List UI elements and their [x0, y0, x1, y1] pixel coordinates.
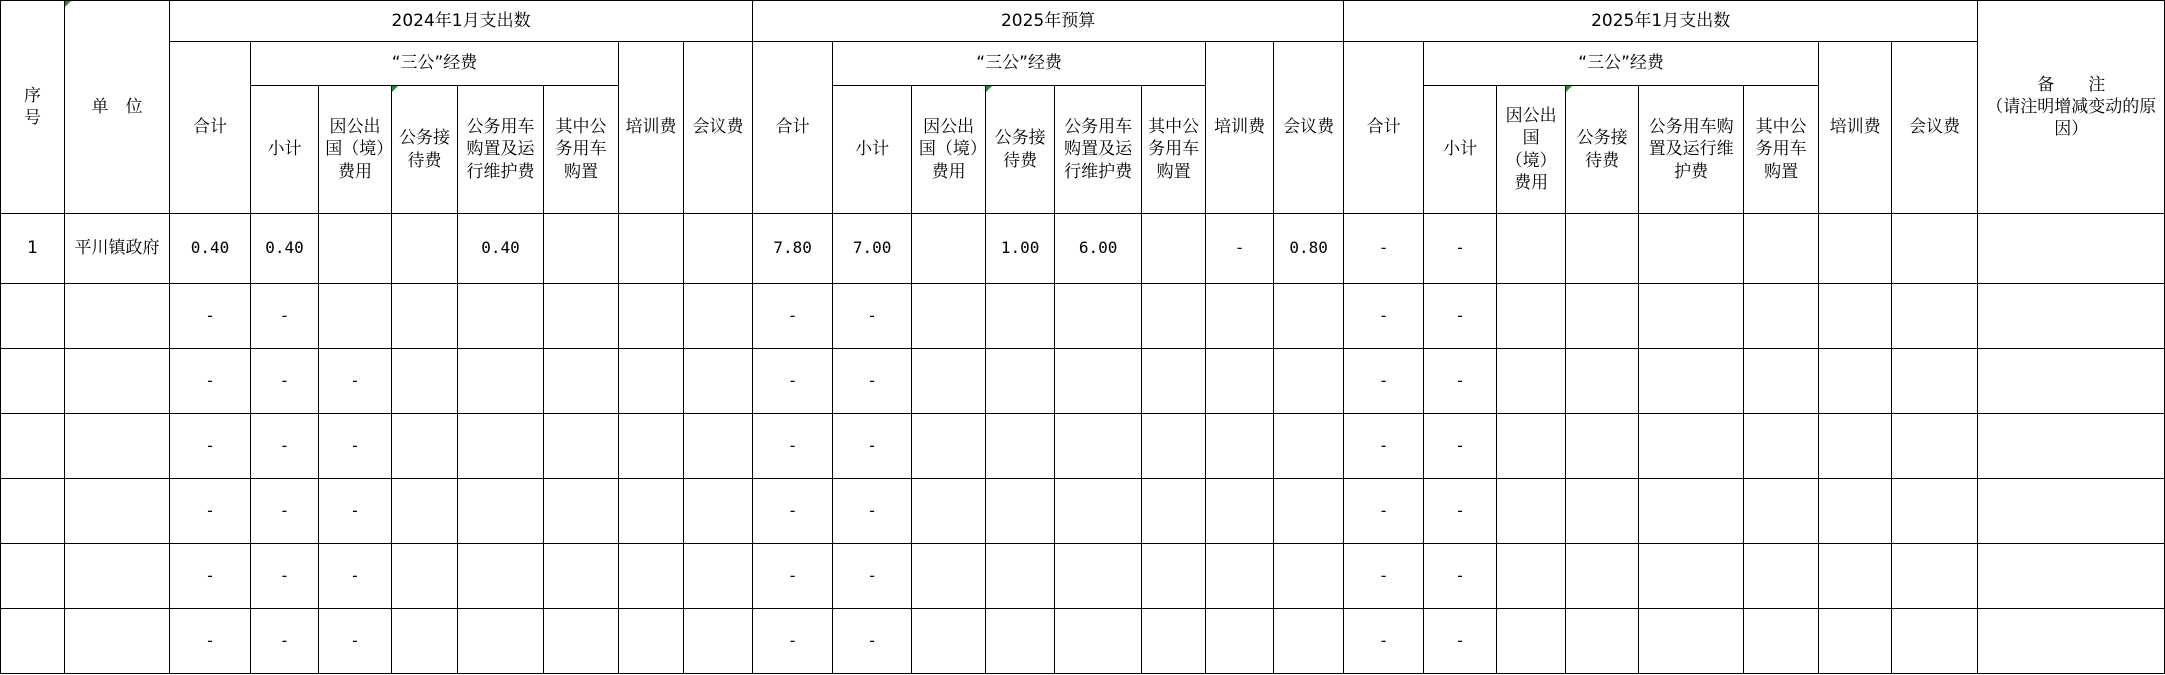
header-2025budget-vehicle-purchase[interactable]: 其中公务用车购置 — [1142, 86, 1206, 214]
table-row — [1, 284, 2165, 349]
cell-2025jan-total[interactable]: - — [1344, 214, 1424, 284]
cell-remark[interactable] — [1978, 479, 2165, 544]
header-2025budget-training[interactable]: 培训费 — [1206, 42, 1274, 214]
header-2025jan-abroad[interactable]: 因公出国（境）费用 — [1497, 86, 1566, 214]
cell-2025budget-vehicle-purchase[interactable] — [1142, 349, 1206, 414]
cell-2025jan-total[interactable]: - — [1344, 479, 1424, 544]
cell-2024jan-vehicle[interactable] — [458, 414, 544, 479]
header-2024jan-subtotal[interactable]: 小计 — [251, 86, 319, 214]
cell-remark[interactable] — [1978, 544, 2165, 609]
cell-unit[interactable] — [65, 479, 170, 544]
cell-2024jan-meeting[interactable] — [684, 479, 753, 544]
cell-2025budget-subtotal[interactable]: - — [833, 479, 912, 544]
cell-2024jan-meeting[interactable] — [684, 414, 753, 479]
cell-remark[interactable] — [1978, 609, 2165, 674]
cell-2025budget-total[interactable]: 7.80 — [753, 214, 833, 284]
cell-2025budget-vehicle[interactable] — [1055, 479, 1142, 544]
cell-2025budget-abroad[interactable] — [912, 214, 986, 284]
cell-seq[interactable] — [1, 609, 65, 674]
cell-2025budget-subtotal[interactable]: 7.00 — [833, 214, 912, 284]
cell-2025jan-abroad[interactable] — [1497, 414, 1566, 479]
cell-2025budget-training[interactable] — [1206, 284, 1274, 349]
cell-2025jan-total[interactable]: - — [1344, 349, 1424, 414]
cell-2024jan-meeting[interactable] — [684, 544, 753, 609]
cell-2024jan-reception[interactable] — [392, 214, 458, 284]
cell-2024jan-abroad[interactable] — [319, 214, 392, 284]
cell-2025budget-abroad[interactable] — [912, 609, 986, 674]
cell-2025budget-meeting[interactable] — [1274, 479, 1344, 544]
table-row — [1, 349, 2165, 414]
cell-2024jan-abroad[interactable]: - — [319, 609, 392, 674]
cell-2024jan-subtotal[interactable]: - — [251, 609, 319, 674]
cell-2025budget-abroad[interactable] — [912, 479, 986, 544]
header-2025jan-total[interactable]: 合计 — [1344, 42, 1424, 214]
cell-2025budget-meeting[interactable]: 0.80 — [1274, 214, 1344, 284]
cell-2025jan-meeting[interactable] — [1892, 544, 1978, 609]
cell-2025jan-reception[interactable] — [1566, 349, 1639, 414]
cell-2025jan-vehicle-purchase[interactable] — [1744, 349, 1819, 414]
cell-unit[interactable] — [65, 349, 170, 414]
cell-2024jan-subtotal[interactable]: - — [251, 479, 319, 544]
header-row — [1, 42, 2165, 86]
cell-2024jan-training[interactable] — [619, 284, 684, 349]
cell-2025jan-abroad[interactable] — [1497, 214, 1566, 284]
header-2025budget-abroad[interactable]: 因公出国（境）费用 — [912, 86, 986, 214]
cell-2025budget-reception[interactable] — [986, 349, 1055, 414]
cell-2025jan-total[interactable]: - — [1344, 414, 1424, 479]
cell-2024jan-training[interactable] — [619, 479, 684, 544]
header-2025jan-training[interactable]: 培训费 — [1819, 42, 1892, 214]
cell-2025budget-training[interactable] — [1206, 349, 1274, 414]
cell-2024jan-subtotal[interactable]: - — [251, 544, 319, 609]
cell-2025budget-reception[interactable] — [986, 284, 1055, 349]
cell-2024jan-vehicle[interactable] — [458, 609, 544, 674]
header-2025jan-sangong[interactable]: “三公”经费 — [1424, 42, 1819, 86]
cell-2025budget-training[interactable] — [1206, 609, 1274, 674]
cell-2025jan-meeting[interactable] — [1892, 479, 1978, 544]
cell-2024jan-total[interactable]: - — [170, 284, 251, 349]
cell-remark[interactable] — [1978, 284, 2165, 349]
cell-2024jan-training[interactable] — [619, 349, 684, 414]
cell-2025budget-abroad[interactable] — [912, 414, 986, 479]
cell-2024jan-vehicle[interactable] — [458, 284, 544, 349]
cell-2025budget-training[interactable] — [1206, 479, 1274, 544]
cell-2024jan-reception[interactable] — [392, 544, 458, 609]
cell-2025jan-abroad[interactable] — [1497, 609, 1566, 674]
cell-2025budget-meeting[interactable] — [1274, 349, 1344, 414]
cell-2025jan-training[interactable] — [1819, 544, 1892, 609]
cell-2024jan-vehicle[interactable] — [458, 544, 544, 609]
group-header-2024-jan-spending[interactable]: 2024年1月支出数 — [170, 1, 753, 42]
cell-2025budget-reception[interactable]: 1.00 — [986, 214, 1055, 284]
cell-2024jan-total[interactable]: - — [170, 479, 251, 544]
cell-2024jan-abroad[interactable] — [319, 284, 392, 349]
cell-2025jan-training[interactable] — [1819, 284, 1892, 349]
cell-2025jan-meeting[interactable] — [1892, 349, 1978, 414]
header-unit[interactable] — [65, 1, 170, 214]
cell-2025budget-meeting[interactable] — [1274, 284, 1344, 349]
cell-2025jan-subtotal[interactable]: - — [1424, 349, 1497, 414]
cell-2024jan-meeting[interactable] — [684, 349, 753, 414]
cell-2025budget-total[interactable]: - — [753, 349, 833, 414]
header-2024jan-meeting[interactable]: 会议费 — [684, 42, 753, 214]
cell-2025jan-meeting[interactable] — [1892, 609, 1978, 674]
header-2024jan-total[interactable]: 合计 — [170, 42, 251, 214]
cell-2025jan-vehicle-purchase[interactable] — [1744, 284, 1819, 349]
table-row — [1, 479, 2165, 544]
cell-2025budget-reception[interactable] — [986, 544, 1055, 609]
header-unit-label: 单 位 — [91, 96, 143, 117]
header-2025jan-reception[interactable] — [1566, 86, 1639, 214]
cell-2025jan-subtotal[interactable]: - — [1424, 544, 1497, 609]
cell-2024jan-subtotal[interactable]: - — [251, 284, 319, 349]
cell-2024jan-vehicle[interactable]: 0.40 — [458, 214, 544, 284]
cell-2025jan-training[interactable] — [1819, 414, 1892, 479]
cell-2024jan-subtotal[interactable]: - — [251, 414, 319, 479]
cell-2025budget-subtotal[interactable]: - — [833, 349, 912, 414]
cell-2025jan-vehicle[interactable] — [1639, 214, 1744, 284]
cell-2024jan-vehicle-purchase[interactable] — [544, 284, 619, 349]
header-2025jan-reception-label: 公务接待费 — [1576, 128, 1628, 171]
cell-unit[interactable] — [65, 544, 170, 609]
cell-2025jan-vehicle[interactable] — [1639, 609, 1744, 674]
cell-2025budget-vehicle[interactable] — [1055, 349, 1142, 414]
cell-2024jan-vehicle-purchase[interactable] — [544, 544, 619, 609]
cell-remark[interactable] — [1978, 214, 2165, 284]
cell-2024jan-total[interactable]: - — [170, 349, 251, 414]
cell-seq[interactable] — [1, 479, 65, 544]
cell-2025jan-training[interactable] — [1819, 349, 1892, 414]
cell-unit[interactable] — [65, 284, 170, 349]
header-2025jan-meeting[interactable]: 会议费 — [1892, 42, 1978, 214]
cell-2024jan-training[interactable] — [619, 414, 684, 479]
cell-2025jan-meeting[interactable] — [1892, 414, 1978, 479]
cell-2025budget-abroad[interactable] — [912, 349, 986, 414]
cell-2024jan-training[interactable] — [619, 609, 684, 674]
error-indicator-icon — [65, 1, 71, 7]
cell-2025budget-training[interactable]: - — [1206, 214, 1274, 284]
cell-2025jan-reception[interactable] — [1566, 609, 1639, 674]
cell-2025jan-subtotal[interactable]: - — [1424, 214, 1497, 284]
cell-seq[interactable] — [1, 414, 65, 479]
header-2025budget-sangong[interactable]: “三公”经费 — [833, 42, 1206, 86]
cell-seq[interactable] — [1, 349, 65, 414]
cell-2024jan-reception[interactable] — [392, 479, 458, 544]
table-row — [1, 544, 2165, 609]
cell-2024jan-total[interactable]: 0.40 — [170, 214, 251, 284]
cell-seq[interactable]: 1 — [1, 214, 65, 284]
cell-2025jan-vehicle-purchase[interactable] — [1744, 414, 1819, 479]
cell-2025jan-reception[interactable] — [1566, 214, 1639, 284]
header-2025budget-reception[interactable] — [986, 86, 1055, 214]
cell-remark[interactable] — [1978, 349, 2165, 414]
cell-2025budget-meeting[interactable] — [1274, 609, 1344, 674]
cell-2024jan-total[interactable]: - — [170, 609, 251, 674]
cell-seq[interactable] — [1, 284, 65, 349]
cell-2025jan-subtotal[interactable]: - — [1424, 479, 1497, 544]
header-2024jan-sangong[interactable]: “三公”经费 — [251, 42, 619, 86]
cell-2025jan-vehicle-purchase[interactable] — [1744, 214, 1819, 284]
remarks-label: 备 注 — [2037, 74, 2106, 95]
cell-2025budget-reception[interactable] — [986, 414, 1055, 479]
header-2025jan-vehicle-purchase[interactable]: 其中公务用车购置 — [1744, 86, 1819, 214]
header-2024jan-training[interactable]: 培训费 — [619, 42, 684, 214]
cell-2025budget-subtotal[interactable]: - — [833, 284, 912, 349]
header-2025budget-meeting[interactable]: 会议费 — [1274, 42, 1344, 214]
cell-2025jan-vehicle[interactable] — [1639, 284, 1744, 349]
cell-2024jan-vehicle-purchase[interactable] — [544, 414, 619, 479]
cell-2025jan-meeting[interactable] — [1892, 284, 1978, 349]
cell-2025jan-vehicle[interactable] — [1639, 544, 1744, 609]
header-2025budget-vehicle[interactable]: 公务用车购置及运行维护费 — [1055, 86, 1142, 214]
cell-2024jan-meeting[interactable] — [684, 284, 753, 349]
cell-2024jan-abroad[interactable]: - — [319, 544, 392, 609]
cell-2024jan-training[interactable] — [619, 544, 684, 609]
cell-2024jan-vehicle[interactable] — [458, 349, 544, 414]
cell-2025jan-reception[interactable] — [1566, 479, 1639, 544]
cell-2025jan-abroad[interactable] — [1497, 479, 1566, 544]
table-row — [1, 609, 2165, 674]
cell-2025budget-subtotal[interactable]: - — [833, 609, 912, 674]
cell-2024jan-abroad[interactable]: - — [319, 479, 392, 544]
cell-2025budget-abroad[interactable] — [912, 284, 986, 349]
header-2025budget-reception-label: 公务接待费 — [994, 128, 1046, 171]
cell-2025budget-meeting[interactable] — [1274, 544, 1344, 609]
cell-2025budget-reception[interactable] — [986, 609, 1055, 674]
cell-2024jan-meeting[interactable] — [684, 609, 753, 674]
error-indicator-icon — [392, 86, 398, 92]
cell-2024jan-vehicle[interactable] — [458, 479, 544, 544]
cell-2025budget-reception[interactable] — [986, 479, 1055, 544]
cell-2025budget-vehicle[interactable] — [1055, 284, 1142, 349]
cell-2025jan-total[interactable]: - — [1344, 544, 1424, 609]
header-2025budget-total[interactable]: 合计 — [753, 42, 833, 214]
header-2025jan-subtotal[interactable]: 小计 — [1424, 86, 1497, 214]
cell-2025jan-abroad[interactable] — [1497, 544, 1566, 609]
cell-2025jan-vehicle-purchase[interactable] — [1744, 544, 1819, 609]
cell-2025budget-training[interactable] — [1206, 544, 1274, 609]
cell-2025budget-total[interactable]: - — [753, 284, 833, 349]
remarks-note: （请注明增减变动的原因） — [1986, 96, 2157, 140]
table-row — [1, 414, 2165, 479]
cell-2024jan-reception[interactable] — [392, 349, 458, 414]
header-2024jan-reception-label: 公务接待费 — [399, 128, 450, 171]
cell-2025jan-total[interactable]: - — [1344, 284, 1424, 349]
header-2025budget-subtotal[interactable]: 小计 — [833, 86, 912, 214]
table-row — [1, 214, 2165, 284]
cell-2025budget-vehicle[interactable]: 6.00 — [1055, 214, 1142, 284]
cell-2025jan-total[interactable]: - — [1344, 609, 1424, 674]
cell-2025jan-reception[interactable] — [1566, 414, 1639, 479]
cell-2025budget-vehicle-purchase[interactable] — [1142, 609, 1206, 674]
cell-2025budget-vehicle-purchase[interactable] — [1142, 414, 1206, 479]
cell-2025jan-vehicle-purchase[interactable] — [1744, 479, 1819, 544]
cell-2025budget-abroad[interactable] — [912, 544, 986, 609]
cell-2024jan-vehicle-purchase[interactable] — [544, 349, 619, 414]
cell-2024jan-reception[interactable] — [392, 414, 458, 479]
header-remarks[interactable] — [1978, 1, 2165, 214]
cell-2024jan-vehicle-purchase[interactable] — [544, 609, 619, 674]
cell-seq[interactable] — [1, 544, 65, 609]
cell-unit[interactable] — [65, 609, 170, 674]
cell-2024jan-vehicle-purchase[interactable] — [544, 214, 619, 284]
cell-2025jan-abroad[interactable] — [1497, 349, 1566, 414]
cell-2024jan-total[interactable]: - — [170, 414, 251, 479]
cell-2025jan-vehicle[interactable] — [1639, 479, 1744, 544]
cell-2025jan-reception[interactable] — [1566, 544, 1639, 609]
cell-2024jan-reception[interactable] — [392, 284, 458, 349]
cell-unit[interactable] — [65, 414, 170, 479]
cell-2025budget-subtotal[interactable]: - — [833, 544, 912, 609]
cell-2025jan-meeting[interactable] — [1892, 214, 1978, 284]
cell-2025budget-total[interactable]: - — [753, 414, 833, 479]
header-row — [1, 1, 2165, 42]
error-indicator-icon — [1566, 86, 1572, 92]
cell-2024jan-abroad[interactable]: - — [319, 349, 392, 414]
cell-2025budget-vehicle-purchase[interactable] — [1142, 479, 1206, 544]
error-indicator-icon — [986, 86, 992, 92]
cell-2024jan-abroad[interactable]: - — [319, 414, 392, 479]
cell-2025jan-vehicle-purchase[interactable] — [1744, 609, 1819, 674]
header-2024jan-reception[interactable] — [392, 86, 458, 214]
cell-2025budget-total[interactable]: - — [753, 609, 833, 674]
cell-2024jan-training[interactable] — [619, 214, 684, 284]
header-2025jan-vehicle[interactable]: 公务用车购置及运行维护费 — [1639, 86, 1744, 214]
cell-2025budget-vehicle-purchase[interactable] — [1142, 284, 1206, 349]
cell-2025jan-subtotal[interactable]: - — [1424, 414, 1497, 479]
cell-2025budget-training[interactable] — [1206, 414, 1274, 479]
header-2024jan-vehicle[interactable]: 公务用车购置及运行维护费 — [458, 86, 544, 214]
cell-2024jan-vehicle-purchase[interactable] — [544, 479, 619, 544]
cell-2024jan-total[interactable]: - — [170, 544, 251, 609]
cell-2025jan-training[interactable] — [1819, 214, 1892, 284]
header-2024jan-vehicle-purchase[interactable]: 其中公务用车购置 — [544, 86, 619, 214]
cell-2025budget-total[interactable]: - — [753, 479, 833, 544]
cell-2025jan-subtotal[interactable]: - — [1424, 284, 1497, 349]
cell-2025jan-training[interactable] — [1819, 609, 1892, 674]
cell-2024jan-subtotal[interactable]: - — [251, 349, 319, 414]
cell-2025budget-vehicle[interactable] — [1055, 609, 1142, 674]
cell-2025jan-subtotal[interactable]: - — [1424, 609, 1497, 674]
cell-remark[interactable] — [1978, 414, 2165, 479]
header-seq[interactable]: 序 号 — [1, 1, 65, 214]
cell-2025budget-vehicle-purchase[interactable] — [1142, 544, 1206, 609]
cell-2024jan-reception[interactable] — [392, 609, 458, 674]
cell-2025budget-subtotal[interactable]: - — [833, 414, 912, 479]
cell-2024jan-subtotal[interactable]: 0.40 — [251, 214, 319, 284]
cell-2025jan-reception[interactable] — [1566, 284, 1639, 349]
cell-2025jan-abroad[interactable] — [1497, 284, 1566, 349]
cell-2025budget-meeting[interactable] — [1274, 414, 1344, 479]
cell-unit[interactable]: 平川镇政府 — [65, 214, 170, 284]
cell-2025budget-vehicle[interactable] — [1055, 544, 1142, 609]
cell-2025jan-training[interactable] — [1819, 479, 1892, 544]
cell-2025budget-total[interactable]: - — [753, 544, 833, 609]
cell-2025budget-vehicle[interactable] — [1055, 414, 1142, 479]
cell-2025jan-vehicle[interactable] — [1639, 414, 1744, 479]
cell-2025jan-vehicle[interactable] — [1639, 349, 1744, 414]
header-2024jan-abroad[interactable]: 因公出国（境）费用 — [319, 86, 392, 214]
cell-2024jan-meeting[interactable] — [684, 214, 753, 284]
cell-2025budget-vehicle-purchase[interactable] — [1142, 214, 1206, 284]
group-header-2025-jan-spending[interactable]: 2025年1月支出数 — [1344, 1, 1978, 42]
group-header-2025-budget[interactable]: 2025年预算 — [753, 1, 1344, 42]
